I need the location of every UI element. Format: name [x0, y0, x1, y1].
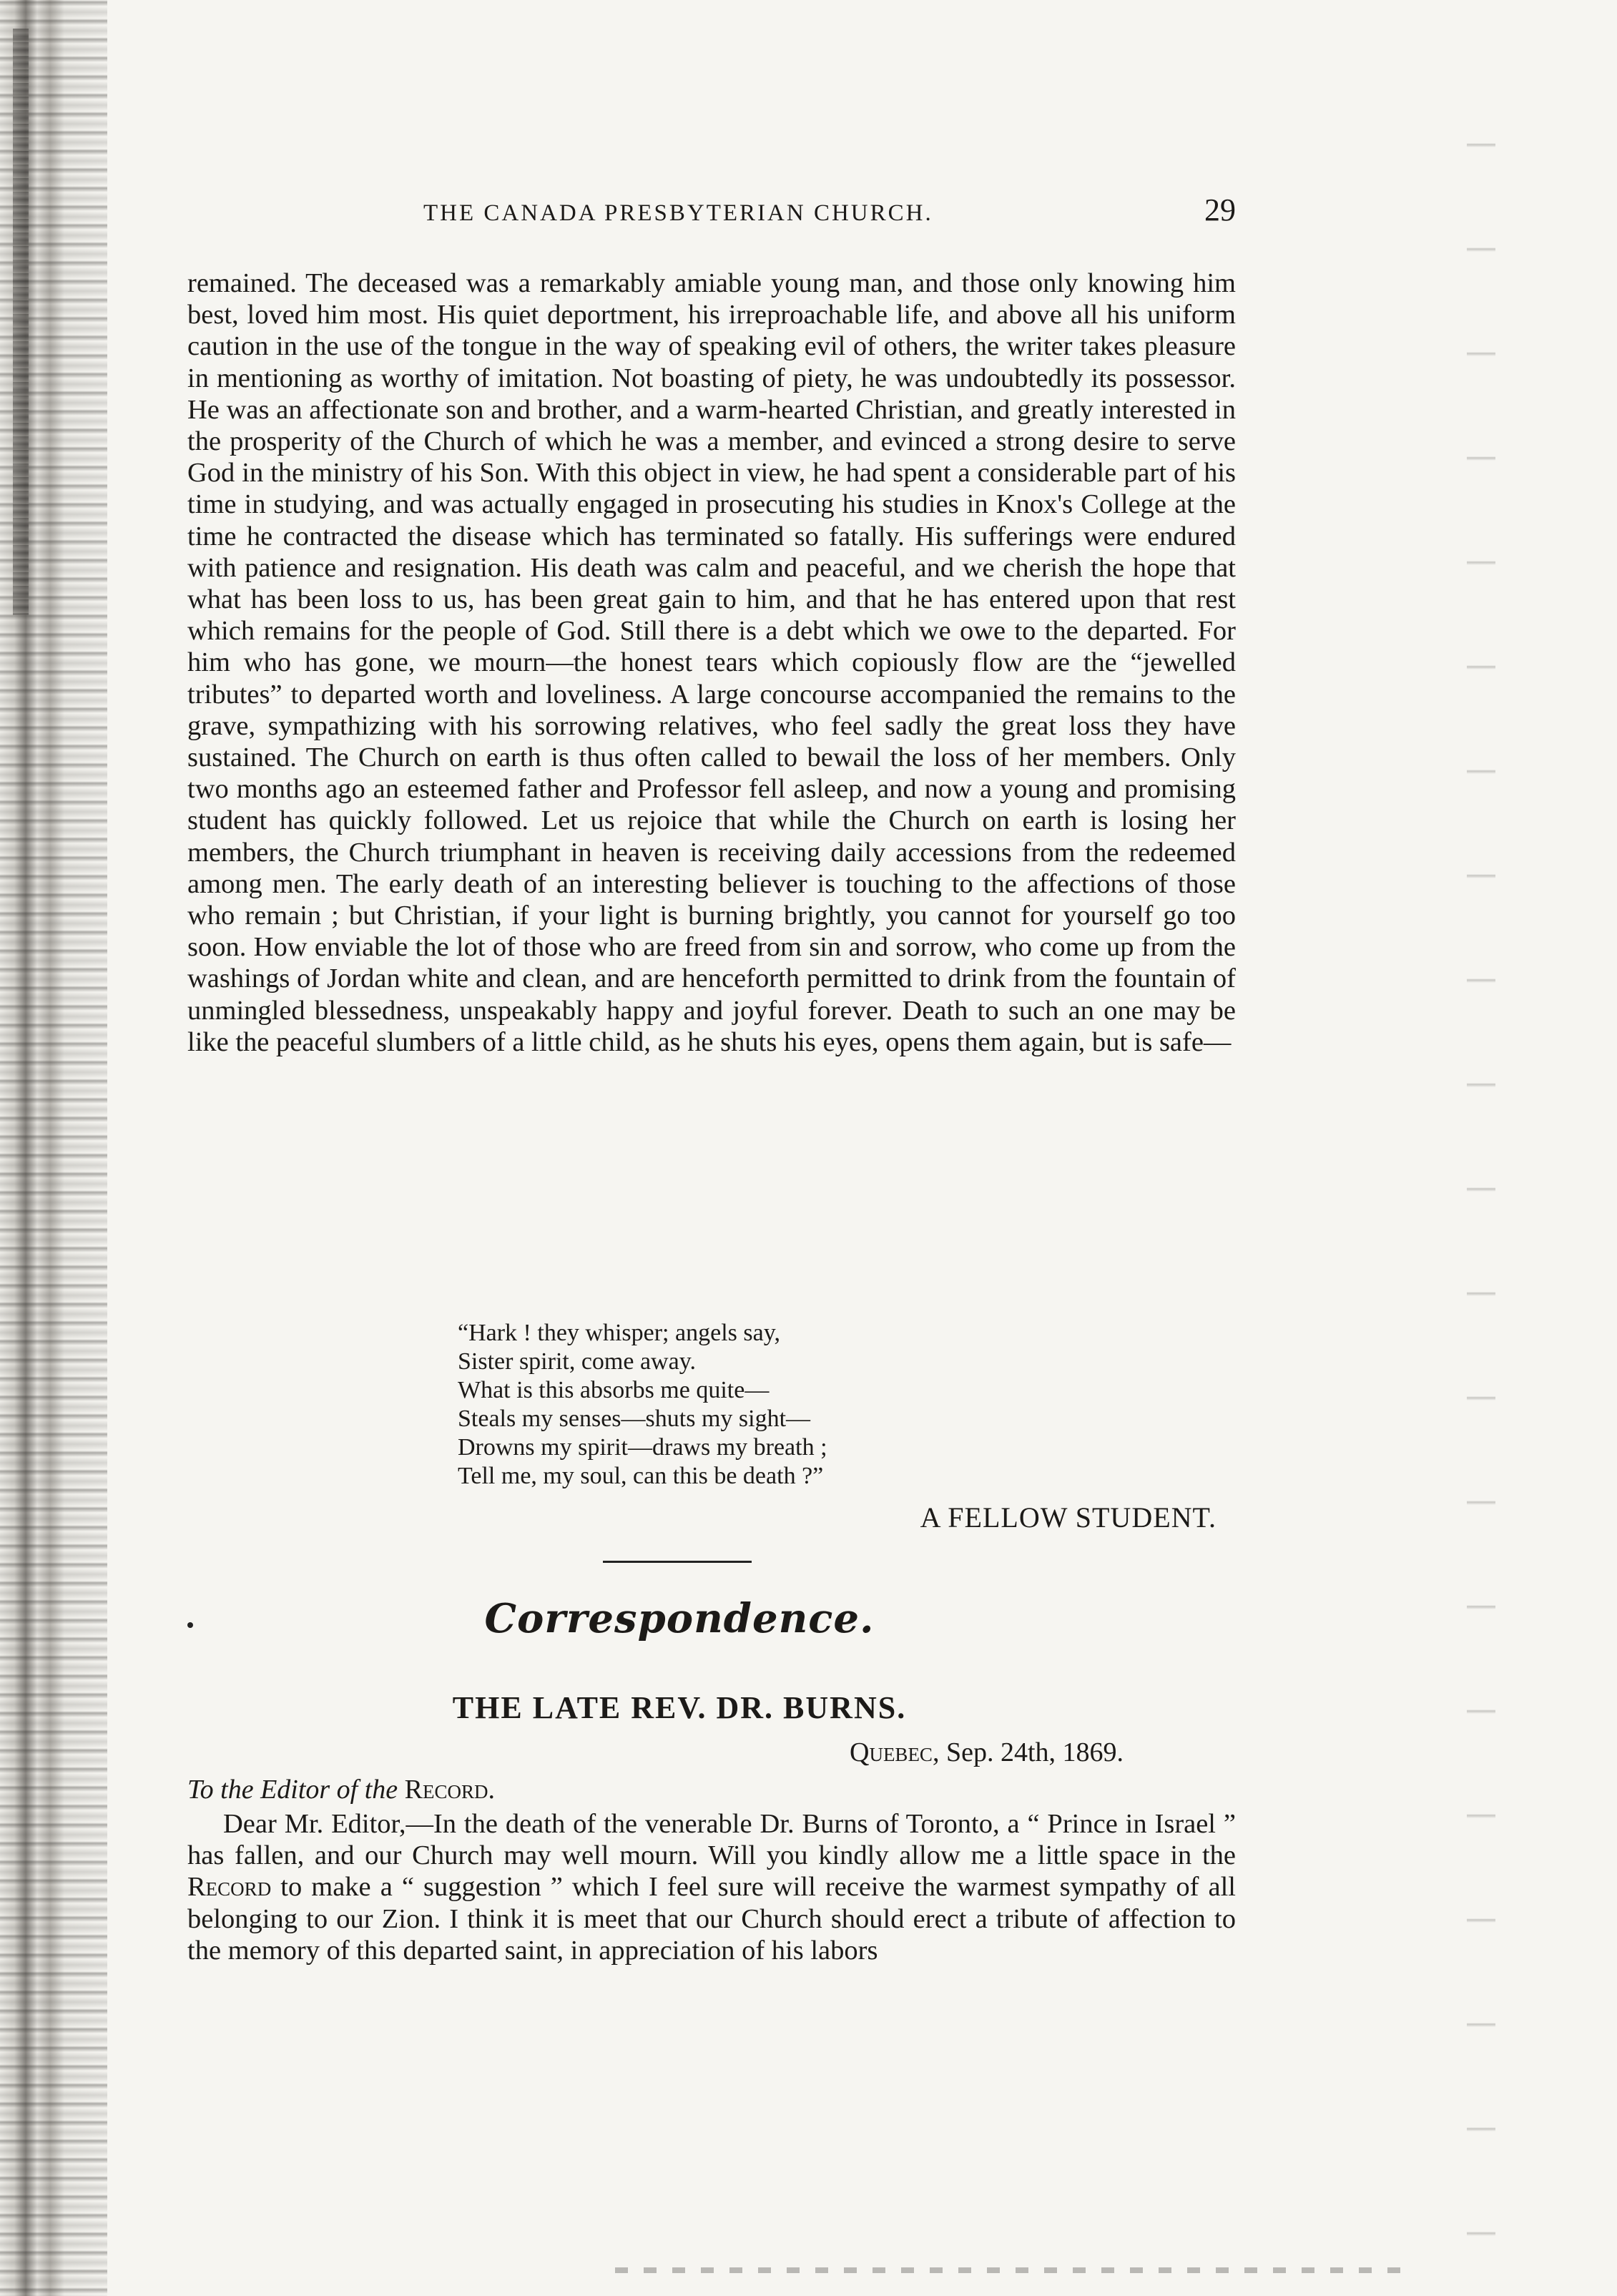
- poem-line: What is this absorbs me quite—: [458, 1377, 770, 1403]
- letter-paragraph: [187, 1808, 1236, 1966]
- obituary-signature: A FELLOW STUDENT.: [920, 1501, 1217, 1534]
- page-number: 29: [1204, 192, 1236, 227]
- poem-line: Sister spirit, come away.: [458, 1348, 696, 1375]
- salutation-record: Record: [404, 1775, 488, 1805]
- salutation-to: To the Editor of the: [187, 1775, 398, 1805]
- letter-record: Record: [187, 1872, 272, 1903]
- poem-line: Drowns my spirit—draws my breath ;: [458, 1434, 827, 1461]
- article-title: THE LATE REV. DR. BURNS.: [452, 1690, 907, 1725]
- running-head: THE CANADA PRESBYTERIAN CHURCH.: [423, 200, 933, 226]
- salutation-end: .: [488, 1775, 496, 1805]
- dateline-date: , Sep. 24th, 1869.: [932, 1737, 1124, 1767]
- page-header: [187, 192, 1236, 242]
- letter-dateline: [850, 1737, 1124, 1768]
- poem-line: Tell me, my soul, can this be death ?”: [458, 1463, 824, 1489]
- letter-text-part1: Dear Mr. Editor,—In the death of the venerable Dr. Burns of Toronto, a “ Prince in Israel ” has fallen, and our Church may well mourn. Will you kindly allow me a little space in the: [187, 1809, 1236, 1871]
- section-heading: Correspondence.: [484, 1595, 875, 1642]
- section-divider: [603, 1561, 752, 1563]
- obituary-paragraph: remained. The deceased was a remarkably amiable young man, and those only knowing him best, loved him most. His quiet deportment, his irreproachable life, and above all his uniform caution in the use of the tongue in the way of speaking evil of others, the writer takes pleasure in mentioning as worthy of imitation. Not boasting of piety, he was undoubtedly its possessor. He was an affectionate son and brother, and a warm-hearted Christian, and greatly interested in the prosperity of the Church of which he was a member, and evinced a strong desire to serve God in the ministry of his Son. With this object in view, he had spent a considerable part of his time in studying, and was actually engaged in prosecuting his studies in Knox's College at the time he contracted the disease which has terminated so fatally. His sufferings were endured with patience and resignation. His death was calm and peaceful, and we cherish the hope that what has been loss to us, has been great gain to him, and that he has entered upon that rest which remains for the people of God. Still there is a debt which we owe to the departed. For him who has gone, we mourn—the honest tears which copiously flow are the “jewelled tributes” to departed worth and loveliness. A large concourse accompanied the remains to the grave, sympathizing with his sorrowing relatives, who feel sadly the great loss they have sustained. The Church on earth is thus often called to bewail the loss of her members. Only two months ago an esteemed father and Professor fell asleep, and now a young and promising student has quickly followed. Let us rejoice that while the Church on earth is losing her members, the Church triumphant in heaven is receiving daily accessions from the redeemed among men. The early death of an interesting believer is touching to the affections of those who remain ; but Christian, if your light is burning brightly, you cannot for yourself go too soon. How enviable the lot of those who are freed from sin and sorrow, who come up from the washings of Jordan white and clean, and are henceforth permitted to drink from the fountain of unmingled blessedness, unspeakably happy and joyful forever. Death to such an one may be like the peaceful slumbers of a little child, as he shuts his eyes, opens them again, but is safe—: [187, 268, 1236, 1057]
- poem-line: Steals my senses—shuts my sight—: [458, 1405, 811, 1432]
- scan-specks-right: [1467, 43, 1495, 2260]
- letter-text-part2: to make a “ suggestion ” which I feel sure will receive the warmest sympathy of all belonging to our Zion. I think it is meet that our Church should erect a tribute of affection to the memory of this departed saint, in appreciation of his labors: [187, 1872, 1236, 1966]
- poem-quote: [458, 1319, 827, 1491]
- poem-line: “Hark ! they whisper; angels say,: [458, 1320, 780, 1346]
- scan-specks-bottom: [615, 2267, 1402, 2273]
- dateline-place: Quebec: [850, 1737, 933, 1767]
- letter-salutation: [187, 1774, 495, 1805]
- binding-shadow: [13, 29, 29, 615]
